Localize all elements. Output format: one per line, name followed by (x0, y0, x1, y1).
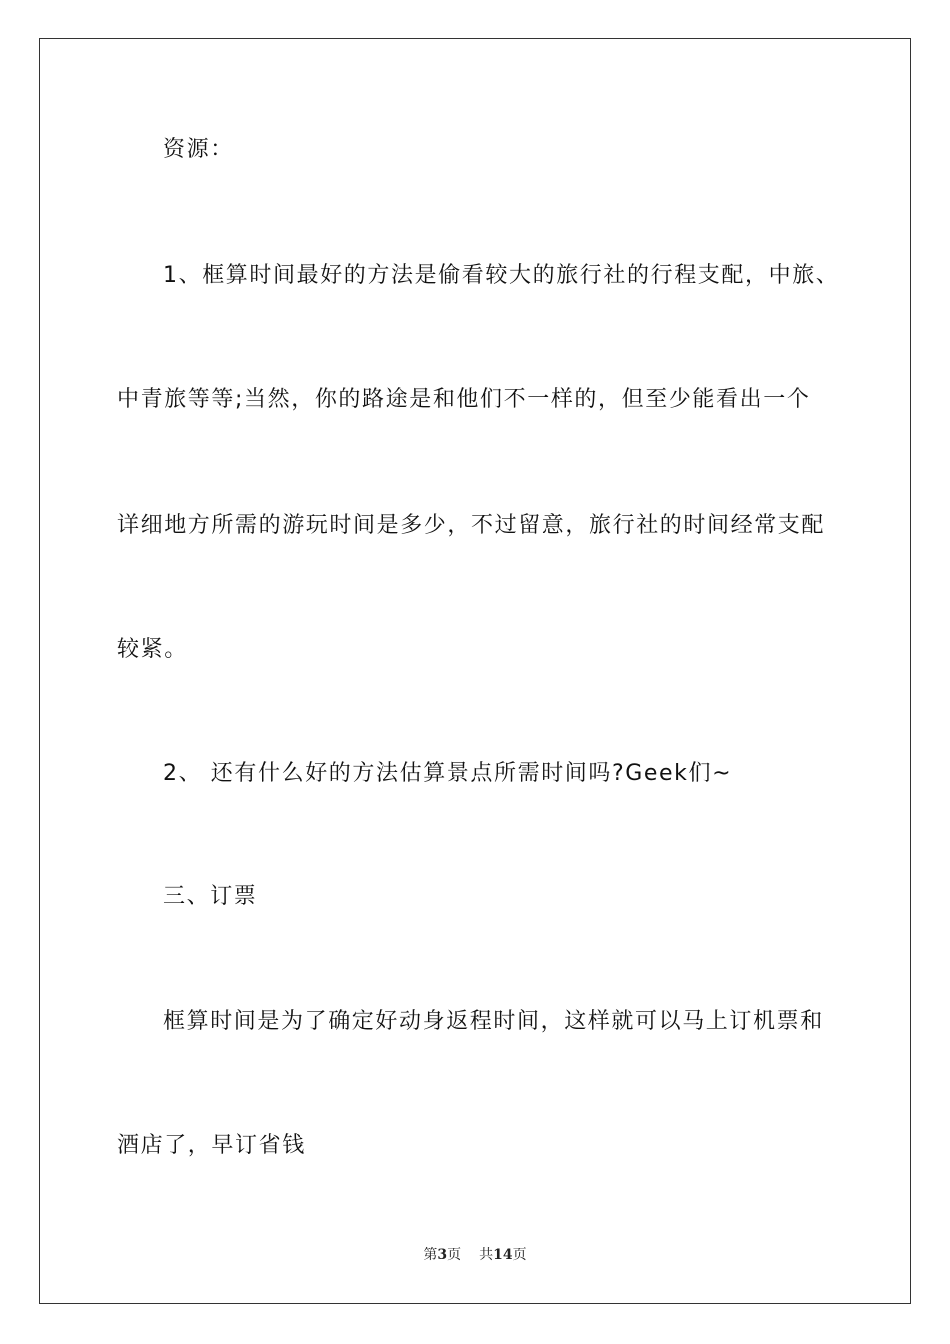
page-border (39, 38, 911, 1304)
footer-page-prefix: 第 (423, 1247, 438, 1263)
footer-total-prefix: 共 (479, 1247, 494, 1263)
page-footer (0, 1246, 950, 1264)
footer-page-number: 3 (437, 1247, 448, 1263)
text-line-paragraph-1-start: 1、框算时间最好的方法是偷看较大的旅行社的行程支配，中旅、 (163, 263, 840, 288)
text-line-paragraph-1-cont-1: 中青旅等等;当然，你的路途是和他们不一样的，但至少能看出一个 (117, 387, 811, 412)
text-line-paragraph-1-cont-2: 详细地方所需的游玩时间是多少，不过留意，旅行社的时间经常支配 (117, 513, 826, 538)
text-line-section-heading-booking: 三、订票 (163, 884, 258, 909)
text-line-paragraph-1-end: 较紧。 (117, 637, 188, 662)
text-line-paragraph-3-end: 酒店了，早订省钱 (117, 1133, 306, 1158)
text-line-paragraph-3-start: 框算时间是为了确定好动身返程时间，这样就可以马上订机票和 (163, 1009, 824, 1034)
footer-total-pages: 14 (493, 1247, 513, 1263)
footer-page-suffix: 页 (447, 1247, 462, 1263)
footer-total-suffix: 页 (512, 1247, 527, 1263)
text-line-resources-heading: 资源： (163, 137, 234, 162)
text-line-paragraph-2: 2、 还有什么好的方法估算景点所需时间吗?Geek们~ (163, 761, 733, 786)
